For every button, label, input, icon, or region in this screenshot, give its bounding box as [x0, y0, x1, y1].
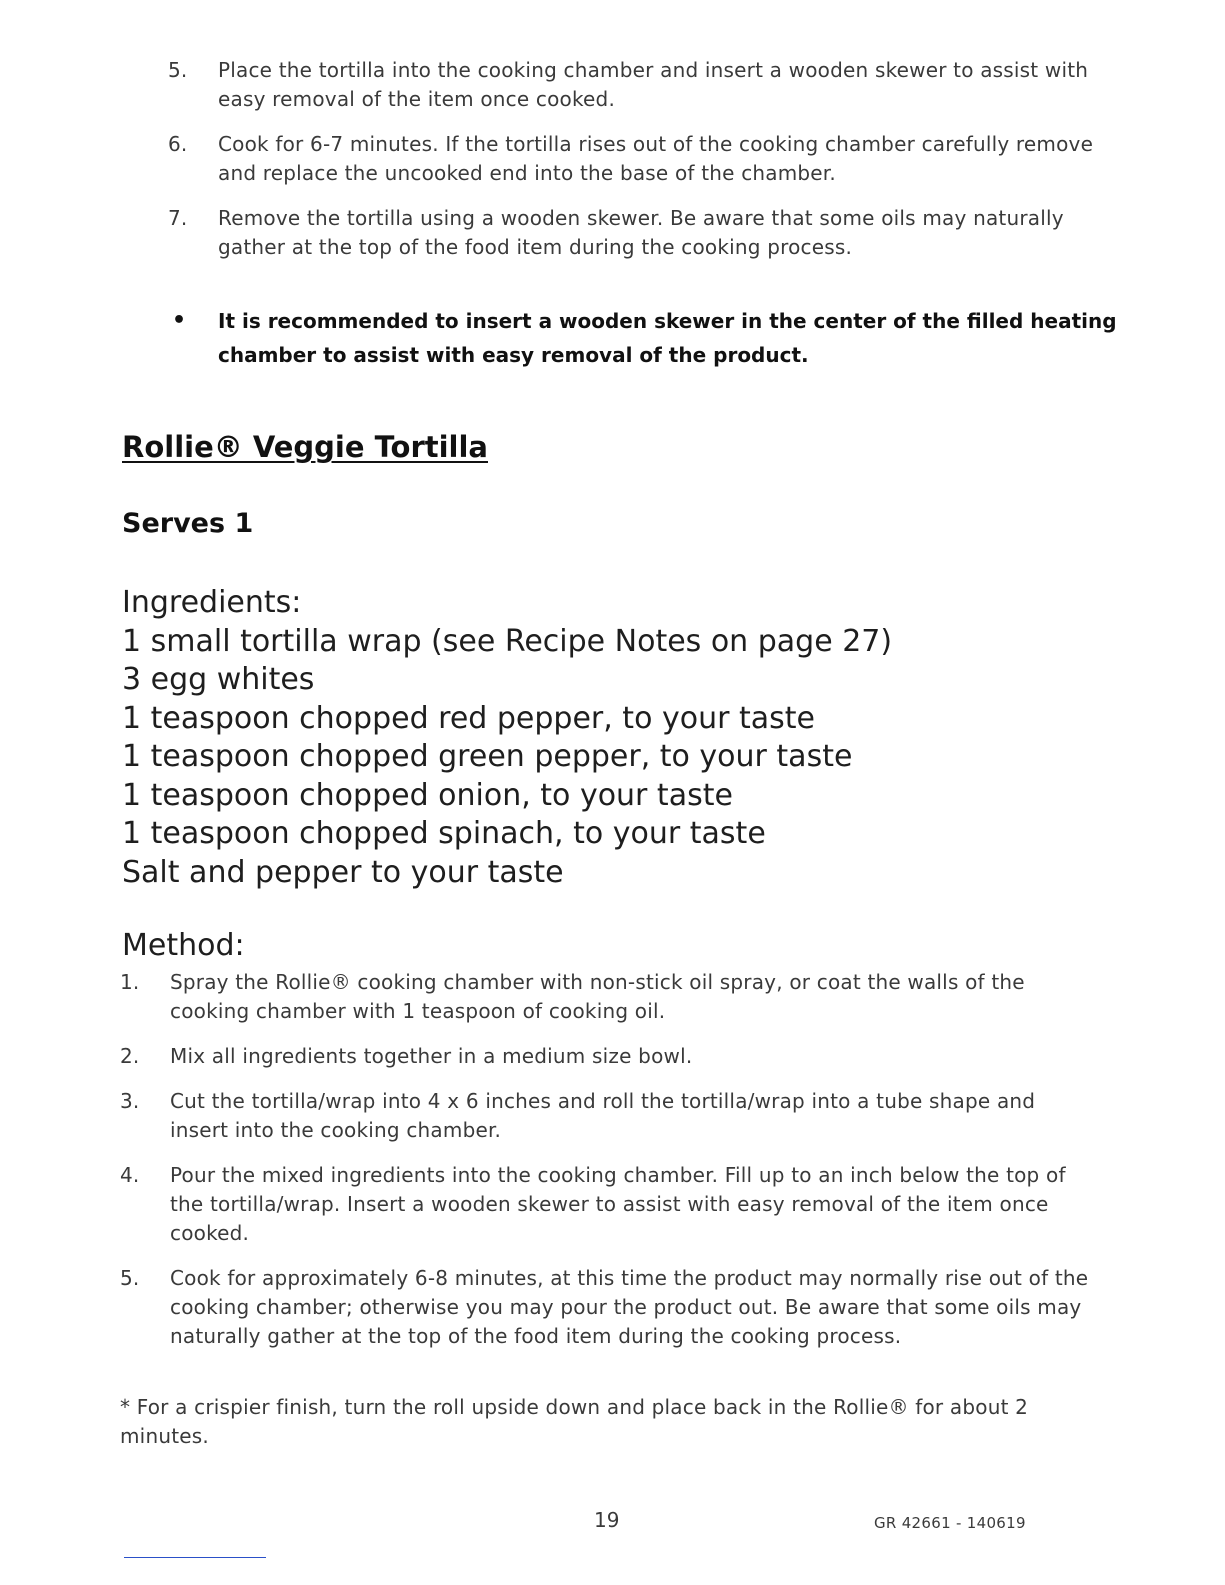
step-number: 5.	[120, 1266, 140, 1290]
ingredient-item: 1 small tortilla wrap (see Recipe Notes on page 27)	[122, 623, 893, 659]
crispier-finish-note: * For a crispier finish, turn the roll upside down and place back in the Rollie® for about 2 minutes.	[120, 1395, 1029, 1448]
method-step	[120, 1087, 1095, 1145]
method-step	[120, 1161, 1095, 1248]
method-heading: Method:	[122, 928, 245, 963]
method-step	[120, 968, 1095, 1026]
step-number: 5.	[168, 58, 188, 82]
recommendation-bullet	[168, 304, 1118, 372]
previous-recipe-steps	[168, 56, 1098, 278]
step-text: Pour the mixed ingredients into the cooking chamber. Fill up to an inch below the top of the tortilla/wrap. Insert a wooden skewer to assist with easy removal of the item once cooked.	[170, 1163, 1066, 1245]
footnote-divider	[124, 1557, 266, 1558]
recipe-title: Rollie® Veggie Tortilla	[122, 430, 488, 464]
ingredient-item: 1 teaspoon chopped green pepper, to your taste	[122, 739, 853, 774]
step-text: Cook for 6-7 minutes. If the tortilla rises out of the cooking chamber carefully remove and replace the uncooked end into the base of the chamber.	[218, 132, 1094, 185]
step-number: 2.	[120, 1044, 140, 1068]
step-text: Mix all ingredients together in a medium size bowl.	[170, 1044, 693, 1068]
step-text: Place the tortilla into the cooking chamber and insert a wooden skewer to assist with easy removal of the item once cooked.	[218, 58, 1089, 111]
ingredient-item: 1 teaspoon chopped red pepper, to your taste	[122, 700, 815, 736]
step-number: 4.	[120, 1163, 140, 1187]
bullet-text: It is recommended to insert a wooden skewer in the center of the filled heating chamber to assist with easy removal of the product.	[218, 309, 1117, 367]
step-text: Cut the tortilla/wrap into 4 x 6 inches and roll the tortilla/wrap into a tube shape and insert into the cooking chamber.	[170, 1089, 1036, 1142]
ingredient-item: 3 egg whites	[122, 662, 315, 697]
step-text: Spray the Rollie® cooking chamber with non-stick oil spray, or coat the walls of the cooking chamber with 1 teaspoon of cooking oil.	[170, 970, 1025, 1023]
page-number: 19	[594, 1508, 620, 1532]
step-number: 3.	[120, 1089, 140, 1113]
step-text: Remove the tortilla using a wooden skewer. Be aware that some oils may naturally gather at the top of the food item during the cooking process.	[218, 206, 1064, 259]
method-steps	[120, 968, 1095, 1367]
ingredients-heading: Ingredients:	[122, 585, 302, 620]
method-step	[120, 1042, 1095, 1071]
step-number: 7.	[168, 206, 188, 230]
serves-heading: Serves 1	[122, 508, 254, 539]
step-item	[168, 130, 1098, 188]
step-number: 1.	[120, 970, 140, 994]
ingredient-item: Salt and pepper to your taste	[122, 854, 564, 890]
method-step	[120, 1264, 1095, 1351]
step-text: Cook for approximately 6-8 minutes, at this time the product may normally rise out of the cooking chamber; otherwise you may pour the product out. Be aware that some oils may naturally gather at the top of the food item during the cooking process.	[170, 1266, 1089, 1348]
step-item	[168, 204, 1098, 262]
document-code: GR 42661 - 140619	[874, 1514, 1026, 1532]
step-number: 6.	[168, 132, 188, 156]
bullet-icon: •	[172, 308, 187, 333]
ingredient-item: 1 teaspoon chopped spinach, to your taste	[122, 816, 766, 851]
step-item	[168, 56, 1098, 114]
ingredient-item: 1 teaspoon chopped onion, to your taste	[122, 777, 733, 813]
ingredients-section	[122, 584, 1122, 892]
